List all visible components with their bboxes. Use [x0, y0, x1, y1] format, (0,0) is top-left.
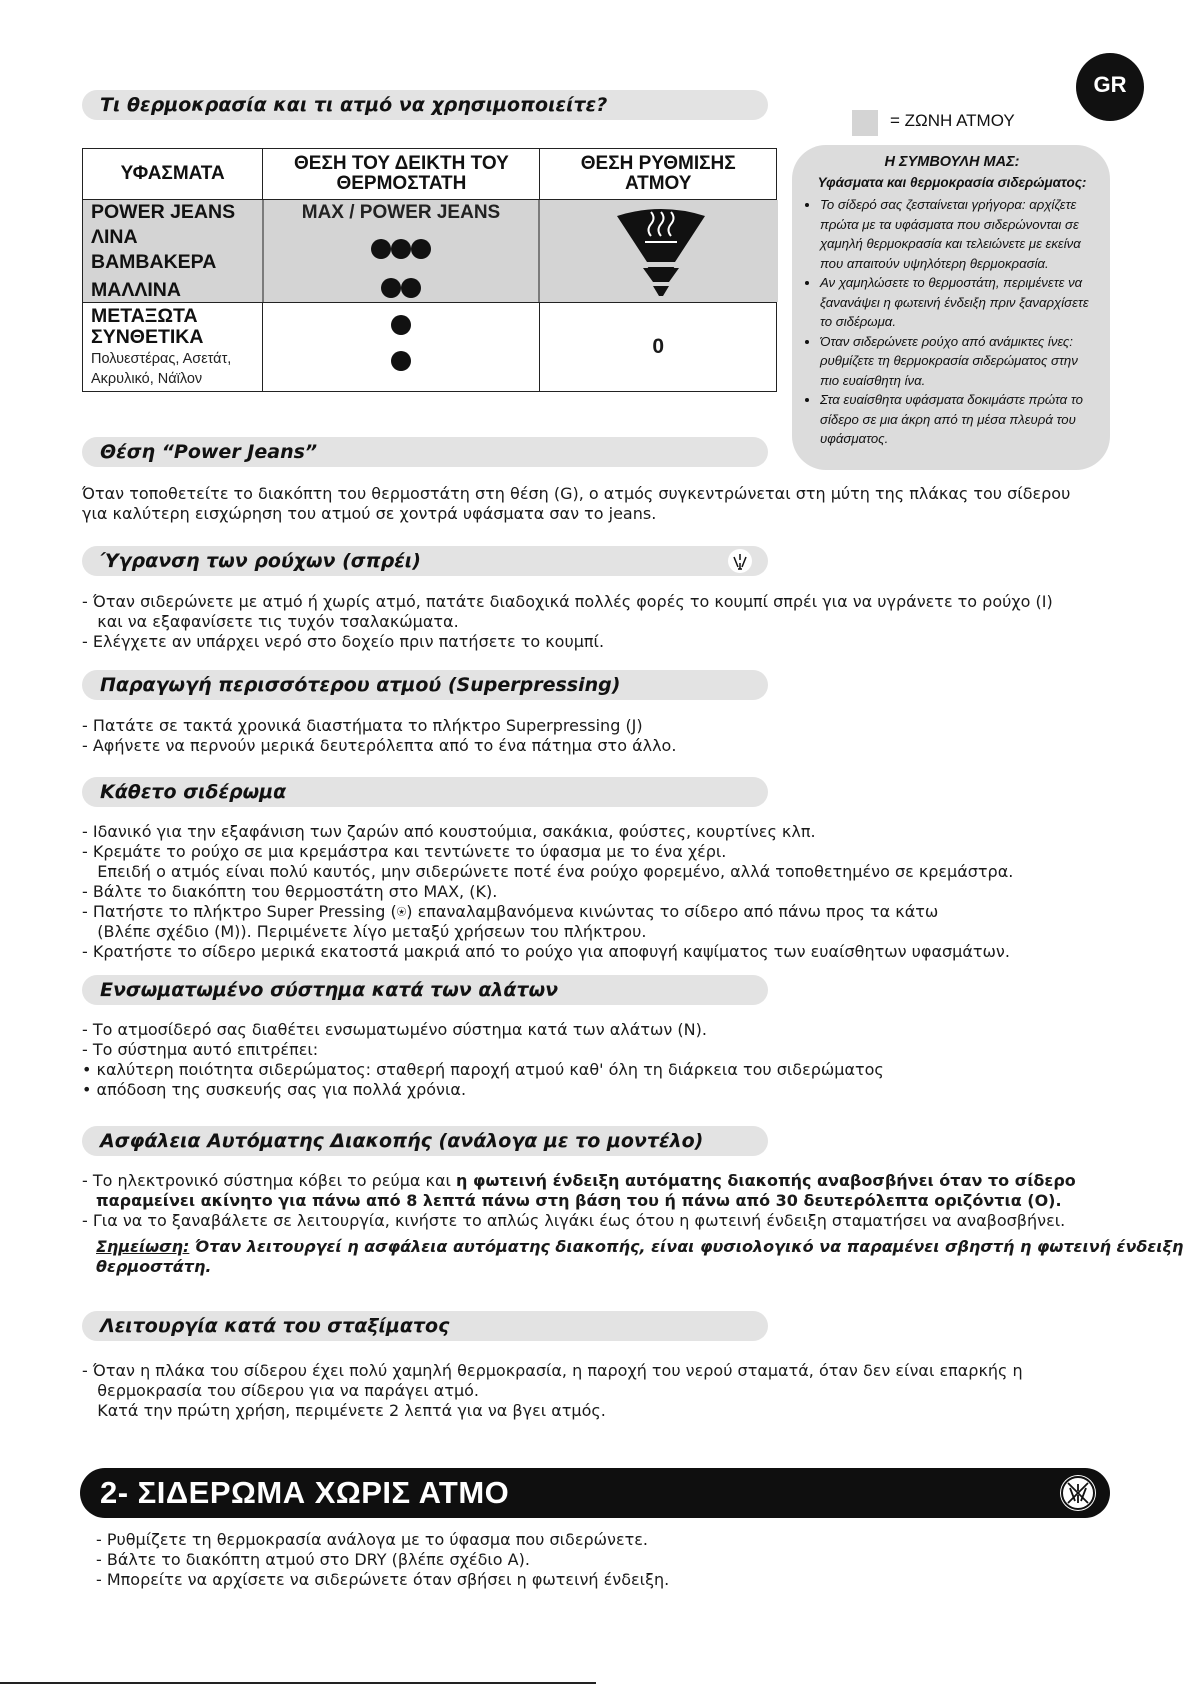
synthetic-types-1: Πολυεστέρας, Ασετάτ, — [91, 351, 232, 367]
header-thermostat: ΘΕΣΗ ΤΟΥ ΔΕΙΚΤΗ ΤΟΥ ΘΕΡΜΟΣΤΑΤΗ — [263, 149, 540, 200]
other-fabrics-cell — [83, 303, 263, 392]
power-jeans-text: Όταν τοποθετείτε το διακόπτη του θερμοστάτη στη θέση (G), ο ατμός συγκεντρώνεται στη μύτη της πλάκας του σίδερου για καλύτερη εισχώρηση του ατμού σε χοντρά υφάσματα σαν το jeans. — [82, 484, 1071, 523]
fabric-linen: ΛΙΝΑ — [91, 226, 138, 248]
banner-title: 2- ΣΙΔΕΡΩΜΑ ΧΩΡΙΣ ΑΤΜΟ — [100, 1475, 510, 1510]
synthetic-dot — [391, 351, 411, 371]
synthetic-types-2: Ακρυλικό, Νάϊλον — [91, 371, 203, 387]
advice-list — [806, 195, 1098, 449]
section-header-anticalc: Ενσωματωμένο σύστημα κατά των αλάτων — [82, 975, 768, 1005]
language-badge: GR — [1076, 53, 1144, 121]
steam-zone-legend: = ΖΩΝΗ ΑΤΜΟΥ — [890, 111, 1015, 130]
anticalc-text: - Το ατμοσίδερό σας διαθέτει ενσωματωμένο σύστημα κατά των αλάτων (N). - Το σύστημα αυτό επιτρέπει: • καλύτερη ποιότητα σιδερώματος: σταθερή παροχή ατμού καθ' όλη τη διάρκεια του σιδερώματος • απόδοση της συσκευής σας για πολλά χρόνια. — [82, 1020, 884, 1099]
section-header-vertical: Κάθετο σιδέρωμα — [82, 777, 768, 807]
fabric-silk: ΜΕΤΑΞΩΤΑ — [91, 305, 198, 327]
spray-text: - Όταν σιδερώνετε με ατμό ή χωρίς ατμό, πατάτε διαδοχικά πολλές φορές το κουμπί σπρέι για να υγράνετε το ρούχο (I) και να εξαφανίσετε τις τυχόν τσαλακώματα. - Ελέγχετε αν υπάρχει νερό στο δοχείο πριν πατήσετε το κουμπί. — [82, 592, 1053, 651]
advice-box — [792, 145, 1110, 470]
no-steam-icon — [1060, 1475, 1096, 1511]
section-header-power-jeans: Θέση “Power Jeans” — [82, 437, 768, 467]
advice-item: • Στα ευαίσθητα υφάσματα δοκιμάστε πρώτα το σίδερο σε μια άκρη από τη μέσα πλευρά του υφάσματος. — [820, 390, 1098, 449]
advice-item: • Το σίδερό σας ζεσταίνεται γρήγορα: αρχίζετε πρώτα με τα υφάσματα που σιδερώνονται σε χαμηλή θερμοκρασία και τελειώνετε με εκείνα που απαιτούν υψηλότερη θερμοκρασία. — [820, 195, 1098, 273]
advice-title: Η ΣΥΜΒΟΥΛΗ ΜΑΣ: — [884, 154, 1020, 170]
wool-dot-2 — [401, 278, 421, 298]
auto-off-text: - Το ηλεκτρονικό σύστημα κόβει το ρεύμα και η φωτεινή ένδειξη αυτόματης διακοπής αναβοσβήνει όταν το σίδερο παραμείνει ακίνητο για πάνω από 8 λεπτά πάνω στη βάση του ή πάνω από 30 δευτερόλεπτα οριζόντια (O). - Για να το ξαναβάλετε σε λειτουργία, κινήστε το απλώς λιγάκι έως ότου η φωτεινή ένδειξη σταματήσει να αναβοσβήνει. Σημείωση: Όταν λειτουργεί η ασφάλεια αυτόματης διακοπής, είναι φυσιολογικό να παραμένει σβηστή η φωτεινή ένδειξη θερμοστάτη. — [82, 1171, 1184, 1276]
silk-dot — [391, 315, 411, 335]
steam-zero: 0 — [652, 335, 665, 358]
spray-icon — [728, 549, 752, 573]
section-banner-no-steam — [80, 1468, 1110, 1518]
steam-zone-row — [83, 200, 777, 303]
section-header-spray: Ύγρανση των ρούχων (σπρέι) — [82, 546, 768, 576]
section-header-auto-off: Ασφάλεια Αυτόματης Διακοπής (ανάλογα με το μοντέλο) — [82, 1126, 768, 1156]
fabric-power-jeans: POWER JEANS — [91, 201, 236, 223]
section-header-antidrip: Λειτουργία κατά του σταξίματος — [82, 1311, 768, 1341]
cotton-dot-1 — [371, 239, 391, 259]
fabric-wool: ΜΑΛΛΙΝΑ — [91, 279, 181, 301]
steam-setting-icon — [539, 200, 776, 302]
section-header-superpressing: Παραγωγή περισσότερου ατμού (Superpressing) — [82, 670, 768, 700]
auto-off-note: Σημείωση: Όταν λειτουργεί η ασφάλεια αυτόματης διακοπής, είναι φυσιολογικό να παραμένει σβηστή η φωτεινή ένδειξη θερμοστάτη. — [96, 1237, 1184, 1276]
advice-item: • Όταν σιδερώνετε ρούχο από ανάμικτες ίνες: ρυθμίζετε τη θερμοκρασία σιδερώματος στην πιο ευαίσθητη ίνα. — [820, 332, 1098, 391]
power-setting-label: MAX / POWER JEANS — [301, 202, 501, 223]
section-header-temperature: Τι θερμοκρασία και τι ατμό να χρησιμοποιείτε? — [82, 90, 768, 120]
fabric-synthetic: ΣΥΝΘΕΤΙΚΑ — [91, 326, 204, 348]
header-steam-setting: ΘΕΣΗ ΡΥΘΜΙΣΗΣ ΑΤΜΟΥ — [540, 149, 777, 200]
low-temp-dots-cell — [263, 303, 540, 392]
advice-subtitle: Υφάσματα και θερμοκρασία σιδερώματος: — [817, 175, 1087, 190]
cotton-dot-3 — [411, 239, 431, 259]
steam-zone-swatch — [852, 110, 878, 136]
cotton-dot-2 — [391, 239, 411, 259]
no-steam-text: - Ρυθμίζετε τη θερμοκρασία ανάλογα με το ύφασμα που σιδερώνετε. - Βάλτε το διακόπτη ατμού στο DRY (βλέπε σχέδιο A). - Μπορείτε να αρχίσετε να σιδερώνετε όταν σβήσει η φωτεινή ένδειξη. — [96, 1530, 670, 1589]
steam-zero-cell — [540, 303, 777, 392]
header-fabrics: ΥΦΑΣΜΑΤΑ — [83, 149, 263, 200]
antidrip-text: - Όταν η πλάκα του σίδερου έχει πολύ χαμηλή θερμοκρασία, η παροχή του νερού σταματά, όταν δεν είναι επαρκής η θερμοκρασία του σίδερου για να παράγει ατμό. Κατά την πρώτη χρήση, περιμένετε 2 λεπτά για να βγει ατμός. — [82, 1361, 1023, 1420]
thermostat-dots — [263, 200, 539, 302]
fabric-cotton: ΒΑΜΒΑΚΕΡΑ — [91, 251, 217, 273]
footer-rule — [0, 1682, 596, 1684]
advice-item: • Αν χαμηλώσετε το θερμοστάτη, περιμένετε να ξανανάψει η φωτεινή ένδειξη πριν ξαναρχίσετε το σιδέρωμα. — [820, 273, 1098, 332]
superpressing-text: - Πατάτε σε τακτά χρονικά διαστήματα το πλήκτρο Superpressing (J) - Αφήνετε να περνούν μερικά δευτερόλεπτα από το ένα πάτημα στο άλλο. — [82, 716, 677, 755]
wool-dot-1 — [381, 278, 401, 298]
vertical-text: - Ιδανικό για την εξαφάνιση των ζαρών από κουστούμια, σακάκια, φούστες, κουρτίνες κλπ. - Κρεμάτε το ρούχο σε μια κρεμάστρα και τεντώνετε το ύφασμα με το ένα χέρι. Επειδή ο ατμός είναι πολύ καυτός, μην σιδερώνετε ποτέ ένα ρούχο φορεμένο, αλλά τοποθετημένο σε κρεμάστρα. - Βάλτε το διακόπτη του θερμοστάτη στο MAX, (K). - Πατήστε το πλήκτρο Super Pressing (⍟) επαναλαμβανόμενα κινώντας το σίδερο από πάνω προς τα κάτω (Βλέπε σχέδιο (M)). Περιμένετε λίγο μεταξύ χρήσεων του πλήκτρου. - Κρατήστε το σίδερο μερικά εκατοστά μακριά από το ρούχο για αποφυγή καψίματος των ευαίσθητων υφασμάτων. — [82, 822, 1014, 961]
fabric-temperature-table — [82, 148, 777, 392]
